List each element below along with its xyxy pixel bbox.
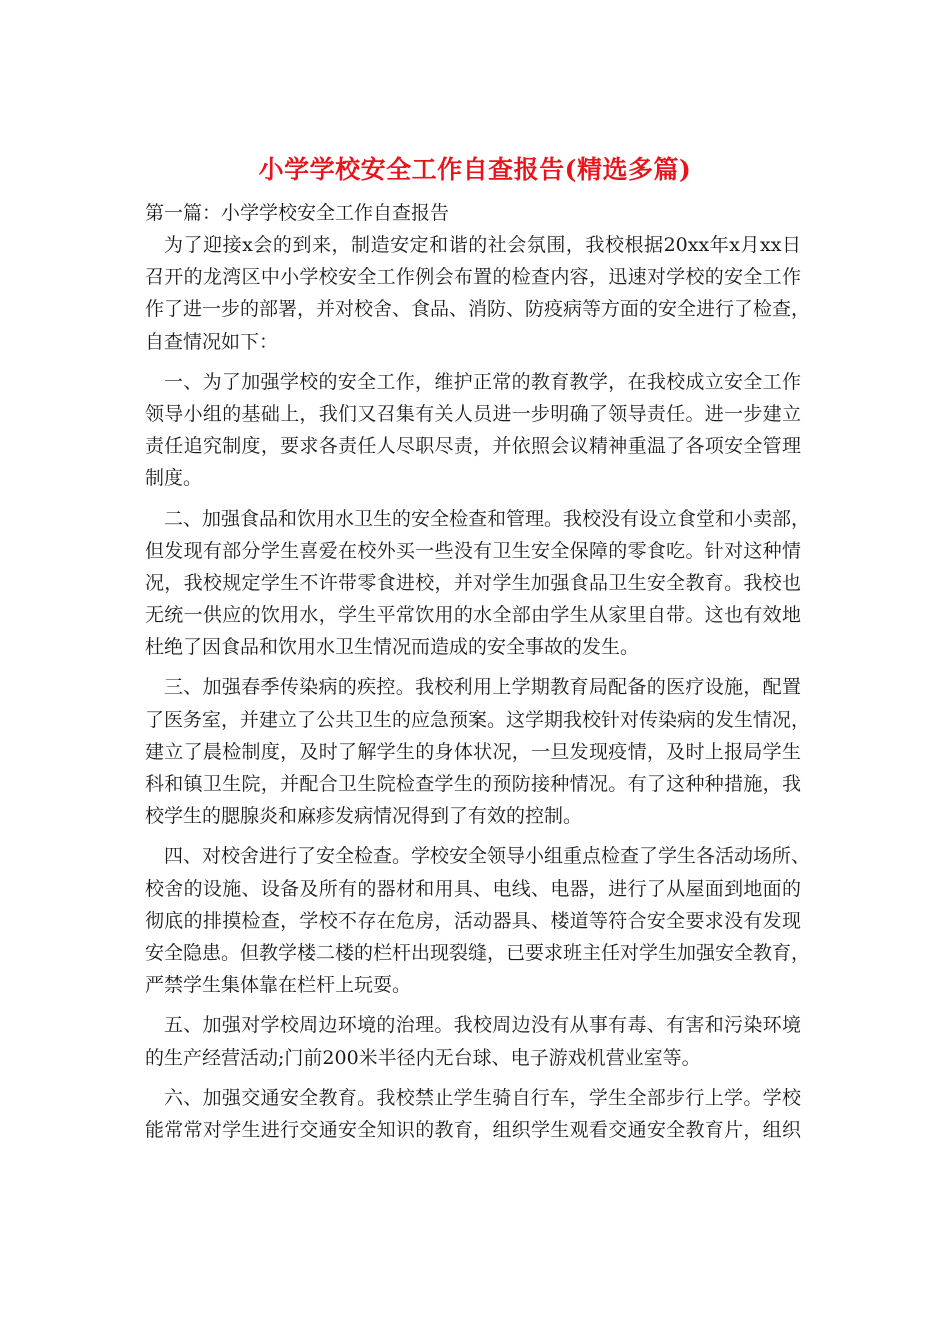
paragraph-line: 三、加强春季传染病的疾控。我校利用上学期教育局配备的医疗设施，配置 — [164, 676, 801, 699]
paragraph-line: 了医务室，并建立了公共卫生的应急预案。这学期我校针对传染病的发生情况， — [145, 708, 811, 731]
paragraph-line: 四、对校舍进行了安全检查。学校安全领导小组重点检查了学生各活动场所、 — [164, 845, 811, 868]
paragraph-line: 六、加强交通安全教育。我校禁止学生骑自行车，学生全部步行上学。学校 — [164, 1086, 801, 1109]
paragraph — [145, 840, 811, 1001]
paragraph — [145, 1082, 801, 1146]
paragraph-line: 领导小组的基础上，我们又召集有关人员进一步明确了领导责任。进一步建立 — [145, 402, 801, 425]
paragraph-line: 校学生的腮腺炎和麻疹发病情况得到了有效的控制。 — [145, 805, 583, 828]
paragraph — [145, 366, 801, 495]
paragraph-line: 的生产经营活动;门前200米半径内无台球、电子游戏机营业室等。 — [145, 1046, 701, 1069]
paragraph-line: 严禁学生集体靠在栏杆上玩耍。 — [145, 974, 412, 997]
paragraph — [145, 671, 811, 832]
section-heading: 第一篇：小学学校安全工作自查报告 — [145, 202, 450, 224]
paragraph-line: 一、为了加强学校的安全工作，维护正常的教育教学，在我校成立安全工作 — [164, 370, 801, 393]
paragraph-line: 无统一供应的饮用水，学生平常饮用的水全部由学生从家里自带。这也有效地 — [145, 604, 801, 627]
paragraph-line: 但发现有部分学生喜爱在校外买一些没有卫生安全保障的零食吃。针对这种情 — [145, 539, 801, 562]
paragraph-line: 召开的龙湾区中小学校安全工作例会布置的检查内容，迅速对学校的安全工作 — [145, 266, 801, 289]
paragraph — [145, 229, 811, 358]
paragraph-line: 为了迎接x会的到来，制造安定和谐的社会氛围，我校根据20xx年x月xx日 — [164, 234, 801, 256]
paragraph-line: 彻底的排摸检查，学校不存在危房，活动器具、楼道等符合安全要求没有发现 — [145, 909, 801, 932]
paragraph — [145, 503, 811, 664]
paragraph-line: 杜绝了因食品和饮用水卫生情况而造成的安全事故的发生。 — [145, 636, 640, 659]
paragraph-line: 建立了晨检制度，及时了解学生的身体状况，一旦发现疫情，及时上报局学生 — [145, 740, 801, 763]
paragraph-line: 况，我校规定学生不许带零食进校，并对学生加强食品卫生安全教育。我校也 — [145, 571, 801, 594]
paragraph — [145, 1009, 801, 1073]
paragraph-line: 五、加强对学校周边环境的治理。我校周边没有从事有毒、有害和污染环境 — [164, 1014, 801, 1037]
paragraph-line: 责任追究制度，要求各责任人尽职尽责，并依照会议精神重温了各项安全管理 — [145, 435, 801, 458]
paragraph-line: 二、加强食品和饮用水卫生的安全检查和管理。我校没有设立食堂和小卖部， — [164, 507, 811, 530]
document-title: 小学学校安全工作自查报告(精选多篇) — [258, 155, 692, 184]
paragraph-line: 校舍的设施、设备及所有的器材和用具、电线、电器，进行了从屋面到地面的 — [145, 877, 801, 900]
paragraph-line: 能常常对学生进行交通安全知识的教育，组织学生观看交通安全教育片，组织 — [145, 1118, 801, 1141]
paragraph-line: 作了进一步的部署，并对校舍、食品、消防、防疫病等方面的安全进行了检查， — [145, 298, 811, 321]
paragraph-line: 制度。 — [145, 467, 203, 490]
paragraph-line: 科和镇卫生院，并配合卫生院检查学生的预防接种情况。有了这种种措施，我 — [145, 773, 801, 795]
document-body — [145, 197, 811, 1146]
paragraph-line: 自查情况如下： — [145, 330, 279, 353]
paragraph-line: 安全隐患。但教学楼二楼的栏杆出现裂缝，已要求班主任对学生加强安全教育， — [145, 941, 811, 964]
